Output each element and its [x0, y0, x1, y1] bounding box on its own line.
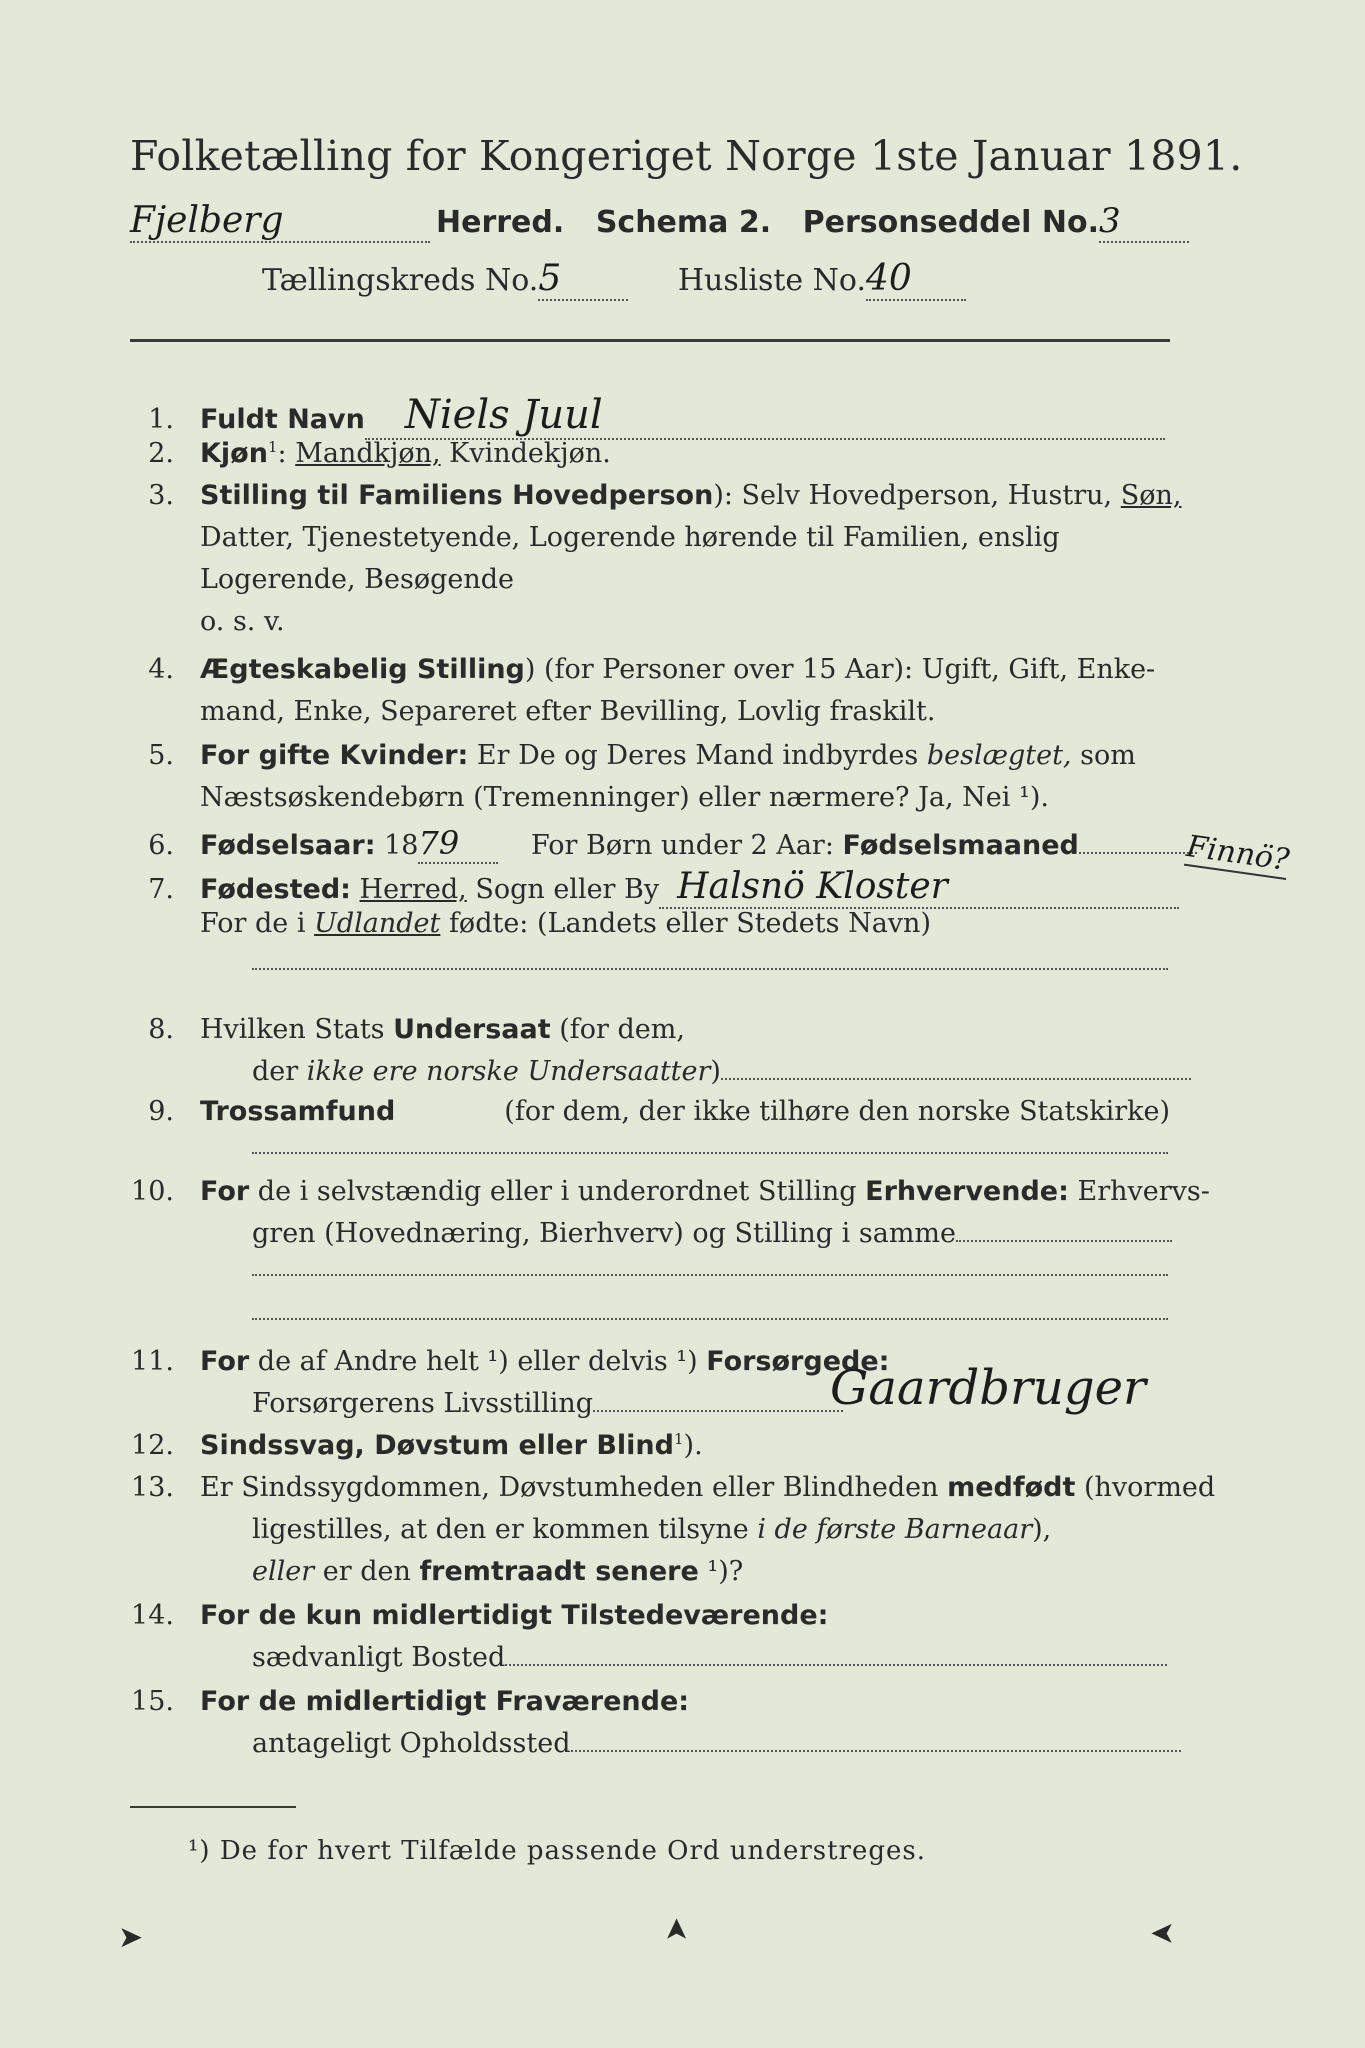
- form-title: Folketælling for Kongeriget Norge 1ste Januar 1891.: [130, 132, 1243, 180]
- q8-line2-it: ikke ere norske Undersaatter: [306, 1056, 711, 1087]
- q3-line1: ): Selv Hovedperson, Hustru,: [713, 480, 1113, 511]
- husliste-label: Husliste No.: [677, 263, 867, 298]
- q15-line2: [252, 1728, 1181, 1759]
- q5-line1: Er De og Deres Mand indbyrdes: [468, 740, 927, 771]
- q4-num: 4.: [148, 654, 174, 685]
- q7-rest: Sogn eller By: [466, 874, 660, 905]
- q10-field: [956, 1239, 1172, 1242]
- footnote-rule: [130, 1806, 296, 1808]
- q10-line1: de i selvstændig eller i underordnet Stilling: [249, 1176, 866, 1207]
- q13-line1-b: (hvormed: [1075, 1472, 1216, 1503]
- q10-line2-text: gren (Hovednæring, Bierhverv) og Stilling i samme: [252, 1218, 957, 1249]
- q5-row: [130, 740, 1136, 771]
- q12-rest: ).: [683, 1430, 703, 1461]
- q13-line2-a: ligestilles, at den er kommen tilsyne: [252, 1514, 758, 1545]
- q11-line2-text: Forsørgerens Livsstilling: [252, 1388, 594, 1419]
- q2-opt-mandkjon: Mandkjøn,: [295, 438, 441, 469]
- q7-margin-note: Finnö?: [1184, 828, 1292, 879]
- q3-row: [130, 480, 1182, 511]
- q4-line1: ) (for Personer over 15 Aar): Ugift, Gift, Enke-: [524, 654, 1156, 685]
- q13-line1: Er Sindssygdommen, Døvstumheden eller Blindheden: [200, 1472, 948, 1503]
- q14-line2: [252, 1642, 1167, 1673]
- q1-row: [130, 392, 1165, 440]
- q6-num: 6.: [148, 830, 174, 861]
- herred-line: [130, 200, 1189, 243]
- q8-line1: Hvilken Stats: [200, 1014, 394, 1045]
- kreds-value: 5: [538, 258, 628, 301]
- q10-num: 10.: [131, 1176, 174, 1207]
- q8-line2: [252, 1056, 1191, 1087]
- q7-num: 7.: [148, 874, 174, 905]
- q5-line2: Næstsøskendebørn (Tremenninger) eller nærmere? Ja, Nei ¹).: [200, 782, 1049, 813]
- q15-field: [571, 1749, 1181, 1752]
- q10-line2: [252, 1218, 1172, 1249]
- q1-label: Fuldt Navn: [200, 404, 365, 435]
- q14-for: For: [200, 1600, 250, 1631]
- q15-line2-text: antageligt Opholdssted: [252, 1728, 571, 1759]
- q3-line3: Logerende, Besøgende: [200, 564, 514, 595]
- q7-value: Halsnö Kloster: [659, 866, 1179, 909]
- q13-line3-a: er den: [314, 1556, 420, 1587]
- q9-num: 9.: [148, 1096, 174, 1127]
- q3-label: Stilling til Familiens Hovedperson: [200, 480, 714, 511]
- herred-label: Herred.: [436, 205, 565, 240]
- q15-label: de midlertidigt Fraværende:: [249, 1686, 690, 1717]
- q12-sup: 1: [673, 1430, 684, 1448]
- q10-row: [130, 1176, 1210, 1207]
- q11-line2: [252, 1388, 843, 1419]
- q13-line2-b: ),: [1032, 1514, 1052, 1545]
- q6-row: [130, 824, 1197, 864]
- q14-row: [130, 1600, 828, 1631]
- q5-label: For gifte Kvinder:: [200, 740, 469, 771]
- q13-line2: [252, 1514, 1051, 1545]
- q9-row: [130, 1096, 1170, 1127]
- q11-value: Gaardbruger: [830, 1360, 1146, 1416]
- q7-line2: [200, 908, 931, 939]
- registration-mark-left-icon: ➤: [118, 1920, 144, 1955]
- q6-year-prefix: 18: [384, 830, 419, 861]
- q8-line1-rest: (for dem,: [550, 1014, 685, 1045]
- q3-line4: o. s. v.: [200, 606, 285, 637]
- q3-num: 3.: [148, 480, 174, 511]
- q8-label: Undersaat: [393, 1014, 551, 1045]
- q6-mid: For Børn under 2 Aar:: [531, 830, 843, 861]
- q10-label: Erhvervende:: [865, 1176, 1069, 1207]
- q13-num: 13.: [131, 1472, 174, 1503]
- q13-line3-b: ¹)?: [698, 1556, 744, 1587]
- q2-num: 2.: [148, 438, 174, 469]
- q10-for: For: [200, 1176, 250, 1207]
- q9-blank-line: [252, 1152, 1168, 1154]
- q4-label: Ægteskabelig Stilling: [200, 654, 525, 685]
- q5-beslaegtet: beslægtet,: [926, 740, 1072, 771]
- q13-line3: [252, 1556, 743, 1587]
- q2-row: [130, 438, 611, 469]
- q3-son: Søn,: [1120, 480, 1182, 511]
- q14-line2-text: sædvanligt Bosted: [252, 1642, 506, 1673]
- husliste-value: 40: [866, 258, 966, 301]
- q4-line2: mand, Enke, Separeret efter Bevilling, Lovlig fraskilt.: [200, 696, 936, 727]
- q8-num: 8.: [148, 1014, 174, 1045]
- q5-som: som: [1071, 740, 1136, 771]
- q10-blank-line-1: [252, 1274, 1168, 1276]
- q6-label: Fødselsaar:: [200, 830, 376, 861]
- q12-num: 12.: [131, 1430, 174, 1461]
- q7-blank-line: [252, 968, 1168, 970]
- registration-mark-right-icon: ➤: [1150, 1916, 1176, 1951]
- kreds-label: Tællingskreds No.: [262, 263, 539, 298]
- q4-row: [130, 654, 1155, 685]
- q7-udlandet: Udlandet: [314, 908, 441, 939]
- q12-label: Sindssvag, Døvstum eller Blind: [200, 1430, 674, 1461]
- personseddel-label: Personseddel No.: [802, 205, 1099, 240]
- q10-line1-c: Erhvervs-: [1068, 1176, 1210, 1207]
- q9-rest: (for dem, der ikke tilhøre den norske Statskirke): [504, 1096, 1170, 1127]
- q13-senere: fremtraadt senere: [419, 1556, 699, 1587]
- q8-line2-b: ): [710, 1056, 721, 1087]
- header-rule: [130, 339, 1170, 342]
- q9-label: Trossamfund: [200, 1096, 396, 1127]
- q7-label: Fødested:: [200, 874, 351, 905]
- q3-line2: Datter, Tjenestetyende, Logerende hørende til Familien, enslig: [200, 522, 1060, 553]
- registration-mark-center-icon: ➤: [659, 1916, 695, 1943]
- q12-row: [130, 1430, 703, 1461]
- footnote: ¹) De for hvert Tilfælde passende Ord understreges.: [188, 1836, 927, 1866]
- q1-num: 1.: [148, 404, 174, 435]
- q6-year-value: 79: [418, 824, 498, 864]
- q11-row: [130, 1346, 889, 1377]
- q10-blank-line-2: [252, 1318, 1168, 1320]
- q14-num: 14.: [131, 1600, 174, 1631]
- q11-for: For: [200, 1346, 250, 1377]
- personseddel-value: 3: [1099, 201, 1189, 243]
- q7-herred: Herred,: [359, 874, 467, 905]
- q2-opt-kvindekjon: Kvindekjøn.: [440, 438, 611, 469]
- q2-label: Kjøn: [200, 438, 268, 469]
- q6-month-field: [1079, 851, 1197, 854]
- schema-label: Schema 2.: [595, 205, 772, 240]
- herred-value: Fjelberg: [130, 200, 430, 243]
- q13-eller: eller: [252, 1556, 315, 1587]
- kreds-line: [262, 258, 966, 301]
- q7-line2-b: fødte: (Landets eller Stedets Navn): [440, 908, 931, 939]
- q15-for: For: [200, 1686, 250, 1717]
- q5-num: 5.: [148, 740, 174, 771]
- q7-row: [130, 866, 1179, 909]
- q14-field: [505, 1663, 1167, 1666]
- q13-medfodt: medfødt: [947, 1472, 1076, 1503]
- q2-sup: 1: [267, 438, 278, 456]
- q7-line2-a: For de i: [200, 908, 315, 939]
- q2-rest: :: [277, 438, 296, 469]
- q15-row: [130, 1686, 689, 1717]
- q11-label: Forsørgede:: [706, 1346, 890, 1377]
- q15-num: 15.: [131, 1686, 174, 1717]
- q11-line1: de af Andre helt ¹) eller delvis ¹): [249, 1346, 707, 1377]
- q1-value: Niels Juul: [365, 392, 1165, 440]
- q11-num: 11.: [131, 1346, 174, 1377]
- q8-field: [721, 1077, 1191, 1080]
- q13-line2-it: i de første Barneaar: [757, 1514, 1033, 1545]
- q8-line2-a: der: [252, 1056, 307, 1087]
- q14-label: de kun midlertidigt Tilstedeværende:: [249, 1600, 829, 1631]
- q11-field: [593, 1409, 843, 1412]
- q6-month-label: Fødselsmaaned: [842, 830, 1079, 861]
- q13-row: [130, 1472, 1215, 1503]
- q8-row: [130, 1014, 685, 1045]
